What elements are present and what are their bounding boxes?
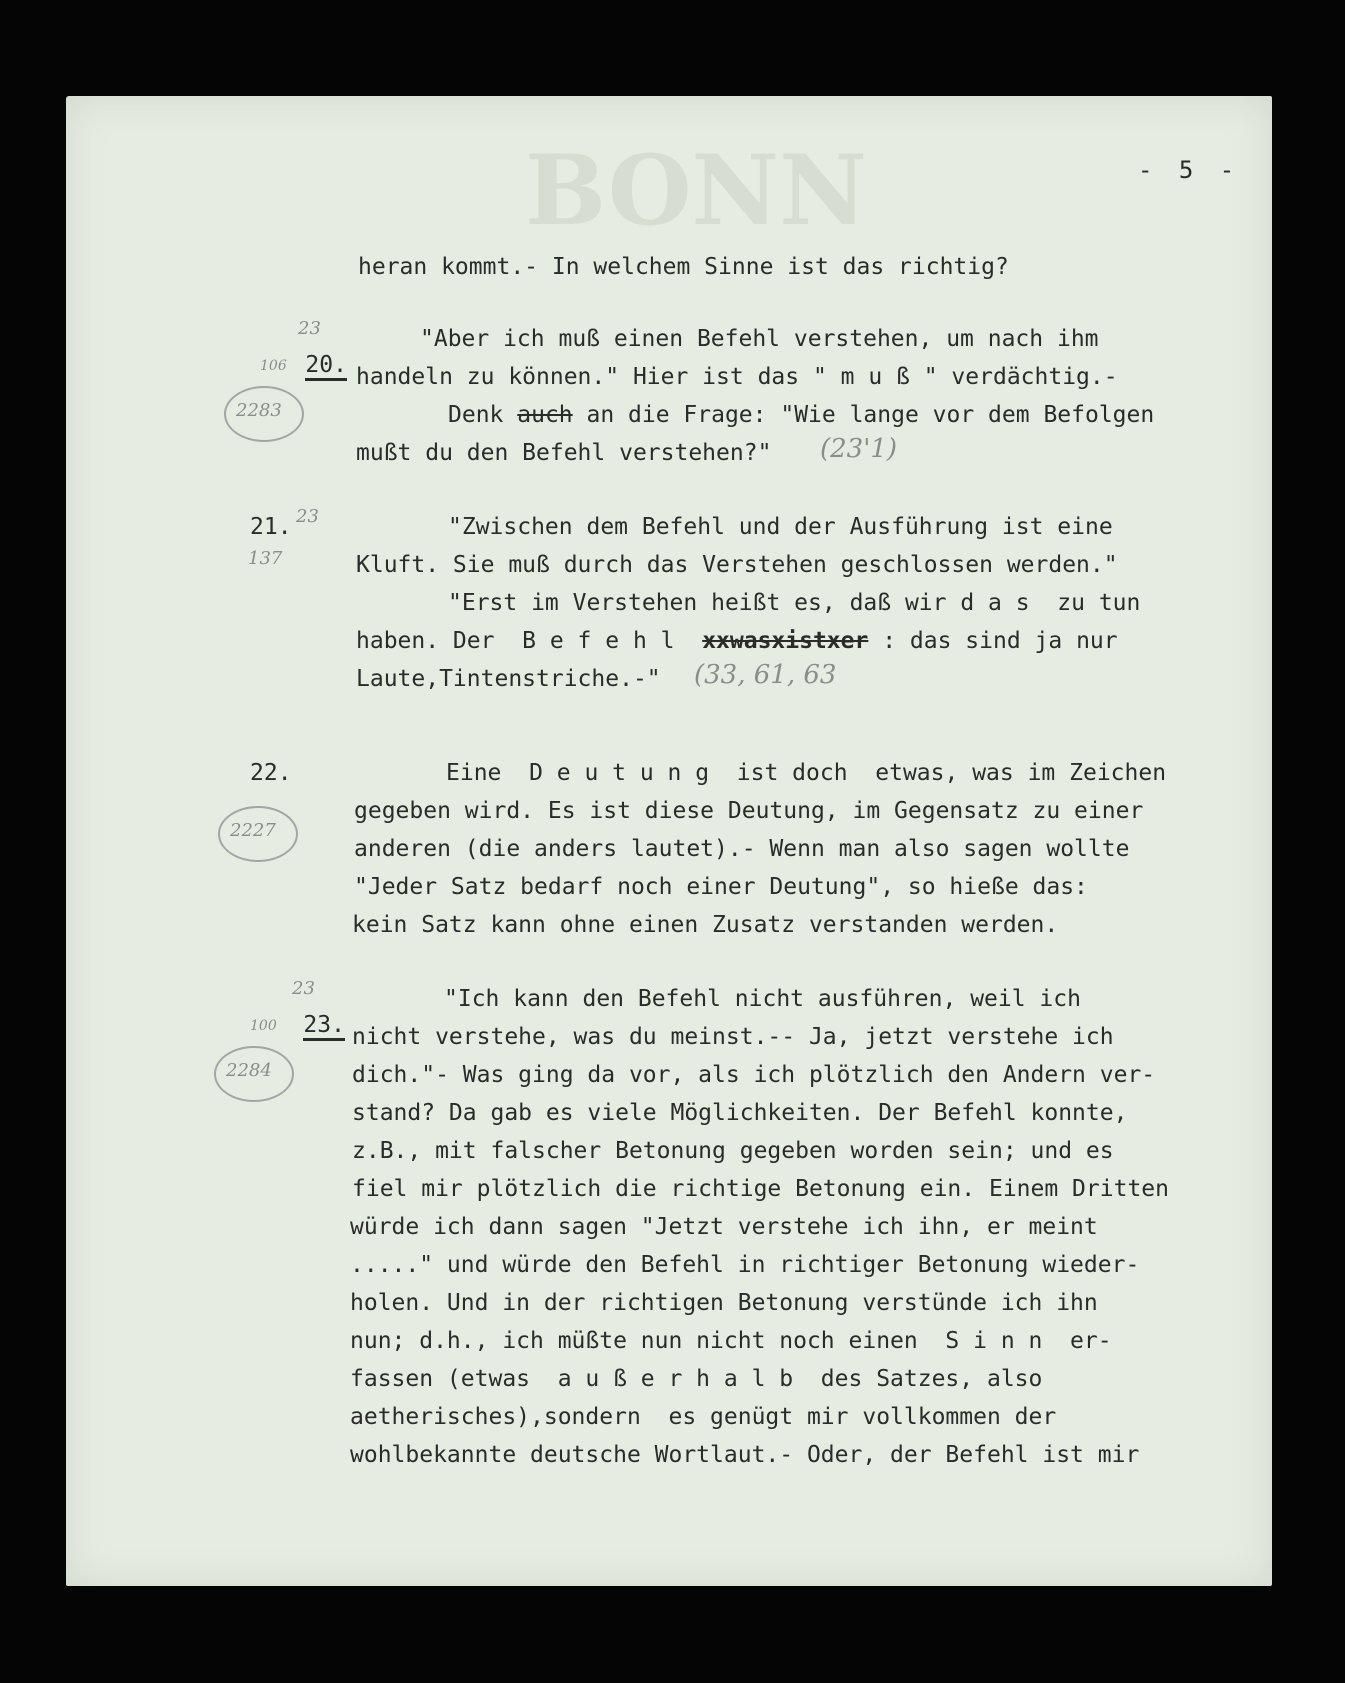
struck-out-word: auch [517, 402, 573, 428]
stamp-text: BONN [524, 134, 868, 247]
text-line: kein Satz kann ohne einen Zusatz verstanden werden. [352, 912, 1059, 938]
text-line: Kluft. Sie muß durch das Verstehen geschlossen werden." [356, 552, 1118, 578]
text-line: "Erst im Verstehen heißt es, daß wir d a s zu tun [448, 590, 1141, 616]
pencil-subnumber: 137 [248, 548, 283, 569]
text-line-content: : das sind ja nur [868, 628, 1118, 654]
section-number: 22. [250, 760, 292, 786]
pencil-margin-note: (23'1) [820, 434, 898, 464]
text-line: wohlbekannte deutsche Wortlaut.- Oder, der Befehl ist mir [350, 1442, 1140, 1468]
text-line: heran kommt.- In welchem Sinne ist das richtig? [358, 254, 1009, 280]
pencil-subnumber: 100 [250, 1018, 277, 1034]
text-line-content: haben. Der B e f e h l [356, 628, 703, 654]
pencil-margin-note: (33, 61, 63 [694, 660, 837, 690]
text-line: z.B., mit falscher Betonung gegeben worden sein; und es [352, 1138, 1114, 1164]
pencil-subnumber: 106 [260, 358, 287, 374]
pencil-circled-reference [214, 1046, 294, 1102]
text-line: würde ich dann sagen "Jetzt verstehe ich ihn, er meint [350, 1214, 1098, 1240]
section-number-text: 20. [305, 352, 347, 381]
pencil-superscript: 23 [292, 978, 315, 999]
text-line: fiel mir plötzlich die richtige Betonung ein. Einem Dritten [352, 1176, 1169, 1202]
text-line: "Jeder Satz bedarf noch einer Deutung", so hieße das: [354, 874, 1088, 900]
pencil-superscript: 23 [298, 318, 321, 339]
section-number: 21. [250, 514, 292, 540]
pencil-reference-text: 2284 [226, 1060, 272, 1081]
text-line: Laute,Tintenstriche.-" [356, 666, 661, 692]
document-page [66, 96, 1272, 1586]
text-line: ....." und würde den Befehl in richtiger Betonung wieder- [350, 1252, 1140, 1278]
section-number-text: 23. [303, 1012, 345, 1041]
text-line: handeln zu können." Hier ist das " m u ß " verdächtig.- [356, 364, 1118, 390]
text-line-content: Denk auch an die Frage: "Wie lange vor dem Befolgen [448, 402, 1155, 428]
text-line: fassen (etwas a u ß e r h a l b des Satzes, also [350, 1366, 1043, 1392]
text-line: anderen (die anders lautet).- Wenn man also sagen wollte [354, 836, 1130, 862]
text-line: Eine D e u t u n g ist doch etwas, was im Zeichen [446, 760, 1167, 786]
struck-out-word: xxwasxistxer [702, 628, 869, 654]
text-line: stand? Da gab es viele Möglichkeiten. Der Befehl konnte, [352, 1100, 1128, 1126]
text-line: aetherisches),sondern es genügt mir vollkommen der [350, 1404, 1057, 1430]
text-line [448, 402, 1154, 428]
text-line: gegeben wird. Es ist diese Deutung, im Gegensatz zu einer [354, 798, 1144, 824]
text-line: nicht verstehe, was du meinst.-- Ja, jetzt verstehe ich [352, 1024, 1114, 1050]
pencil-circled-reference [218, 806, 298, 862]
pencil-reference-text: 2227 [230, 820, 276, 841]
text-line: dich."- Was ging da vor, als ich plötzlich den Andern ver- [352, 1062, 1156, 1088]
pencil-superscript: 23 [296, 506, 319, 527]
text-line [356, 628, 1118, 654]
text-line: mußt du den Befehl verstehen?" [356, 440, 772, 466]
text-line: holen. Und in der richtigen Betonung verstünde ich ihn [350, 1290, 1098, 1316]
text-line: "Ich kann den Befehl nicht ausführen, weil ich [444, 986, 1081, 1012]
page-number: - 5 - [1138, 156, 1241, 184]
pencil-reference-text: 2283 [236, 400, 282, 421]
pencil-circled-reference [224, 386, 304, 442]
text-line: nun; d.h., ich müßte nun nicht noch einen S i n n er- [350, 1328, 1112, 1354]
text-line: "Zwischen dem Befehl und der Ausführung ist eine [448, 514, 1113, 540]
text-line: "Aber ich muß einen Befehl verstehen, um nach ihm [420, 326, 1099, 352]
